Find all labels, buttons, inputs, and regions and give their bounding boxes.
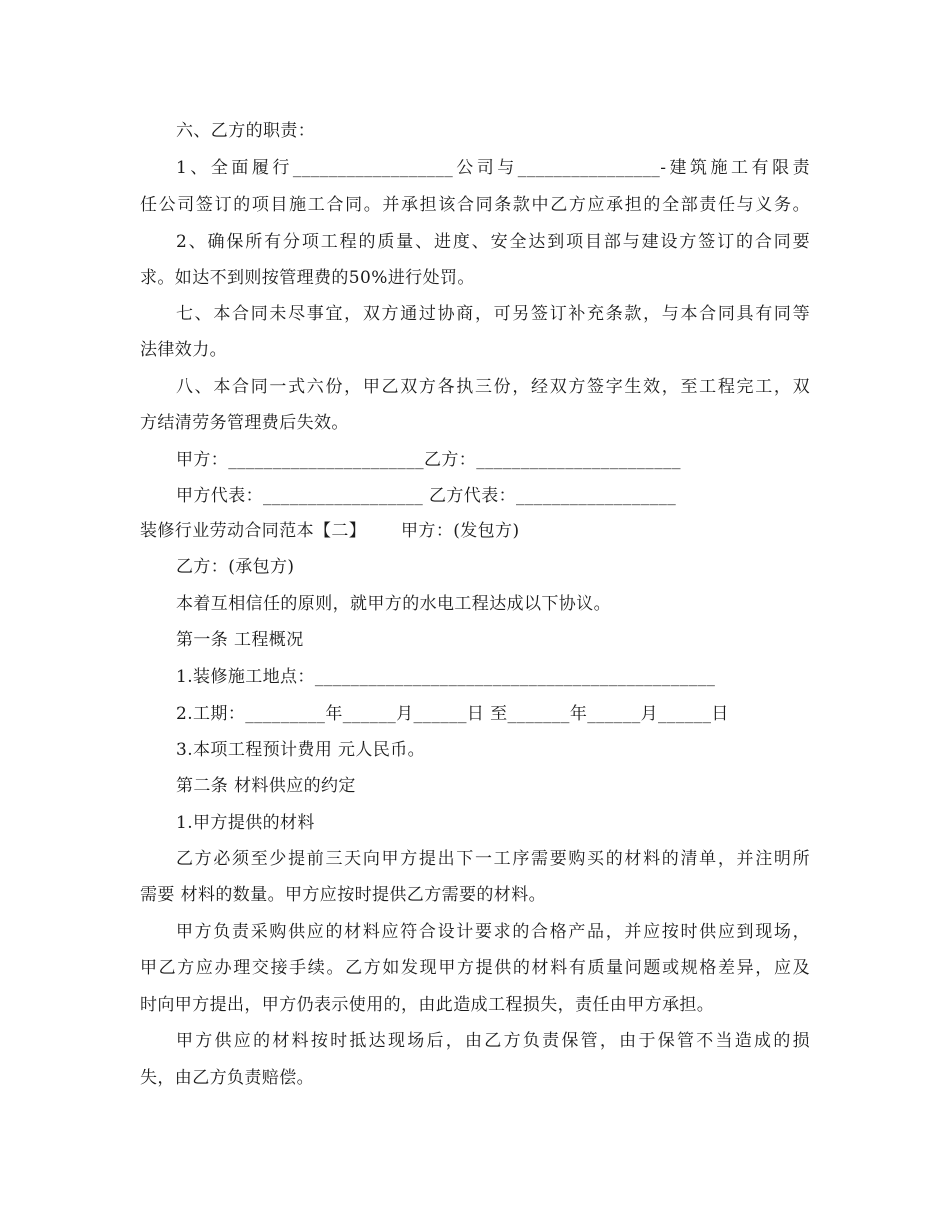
paragraph-line: 1、全面履行__________________公司与________________-建筑施工有限责 <box>176 158 810 178</box>
paragraph-line: 法律效力。 <box>140 340 227 360</box>
paragraph-line: 2、确保所有分项工程的质量、进度、安全达到项目部与建设方签订的合同要 <box>176 232 810 252</box>
construction-period-line: 2.工期：_________年______月______日 至_______年______月______日 <box>176 704 729 724</box>
signature-party-line: 甲方：______________________乙方：_______________________ <box>176 450 681 470</box>
paragraph-line: 甲方负责采购供应的材料应符合设计要求的合格产品，并应按时供应到现场， <box>176 922 810 942</box>
article-2-heading: 第二条 材料供应的约定 <box>176 776 356 796</box>
paragraph-line: 需要 材料的数量。甲方应按时提供乙方需要的材料。 <box>140 885 547 905</box>
paragraph-line: 任公司签订的项目施工合同。并承担该合同条款中乙方应承担的全部责任与义务。 <box>140 195 810 215</box>
estimated-cost-line: 3.本项工程预计费用 元人民币。 <box>176 740 426 760</box>
paragraph-line: 本着互相信任的原则，就甲方的水电工程达成以下协议。 <box>176 594 611 614</box>
subsection-heading: 1.甲方提供的材料 <box>176 813 315 833</box>
paragraph-line: 甲乙方应办理交接手续。乙方如发现甲方提供的材料有质量问题或规格差异，应及 <box>140 958 810 978</box>
paragraph-line: 失，由乙方负责赔偿。 <box>140 1068 314 1088</box>
paragraph-line: 方结清劳务管理费后失效。 <box>140 413 349 433</box>
site-location-line: 1.装修施工地点：_____________________________________________ <box>176 667 716 687</box>
signature-representative-line: 甲方代表：__________________ 乙方代表：__________________ <box>176 486 677 506</box>
paragraph-line: 乙方必须至少提前三天向甲方提出下一工序需要购买的材料的清单，并注明所 <box>176 849 810 869</box>
paragraph-line: 甲方供应的材料按时抵达现场后，由乙方负责保管，由于保管不当造成的损 <box>176 1031 810 1051</box>
section-8-line: 八、本合同一式六份，甲乙双方各执三份，经双方签字生效，至工程完工，双 <box>176 377 810 397</box>
paragraph-line: 时向甲方提出，甲方仍表示使用的，由此造成工程损失，责任由甲方承担。 <box>140 995 715 1015</box>
section-7-line: 七、本合同未尽事宜，双方通过协商，可另签订补充条款，与本合同具有同等 <box>176 304 810 324</box>
party-b-line: 乙方：(承包方) <box>176 557 295 577</box>
article-1-heading: 第一条 工程概况 <box>176 630 304 650</box>
section-6-heading: 六、乙方的职责： <box>176 121 316 141</box>
contract-title-line: 装修行业劳动合同范本【二】 甲方：(发包方) <box>140 521 520 541</box>
paragraph-line: 求。如达不到则按管理费的50%进行处罚。 <box>140 268 475 288</box>
